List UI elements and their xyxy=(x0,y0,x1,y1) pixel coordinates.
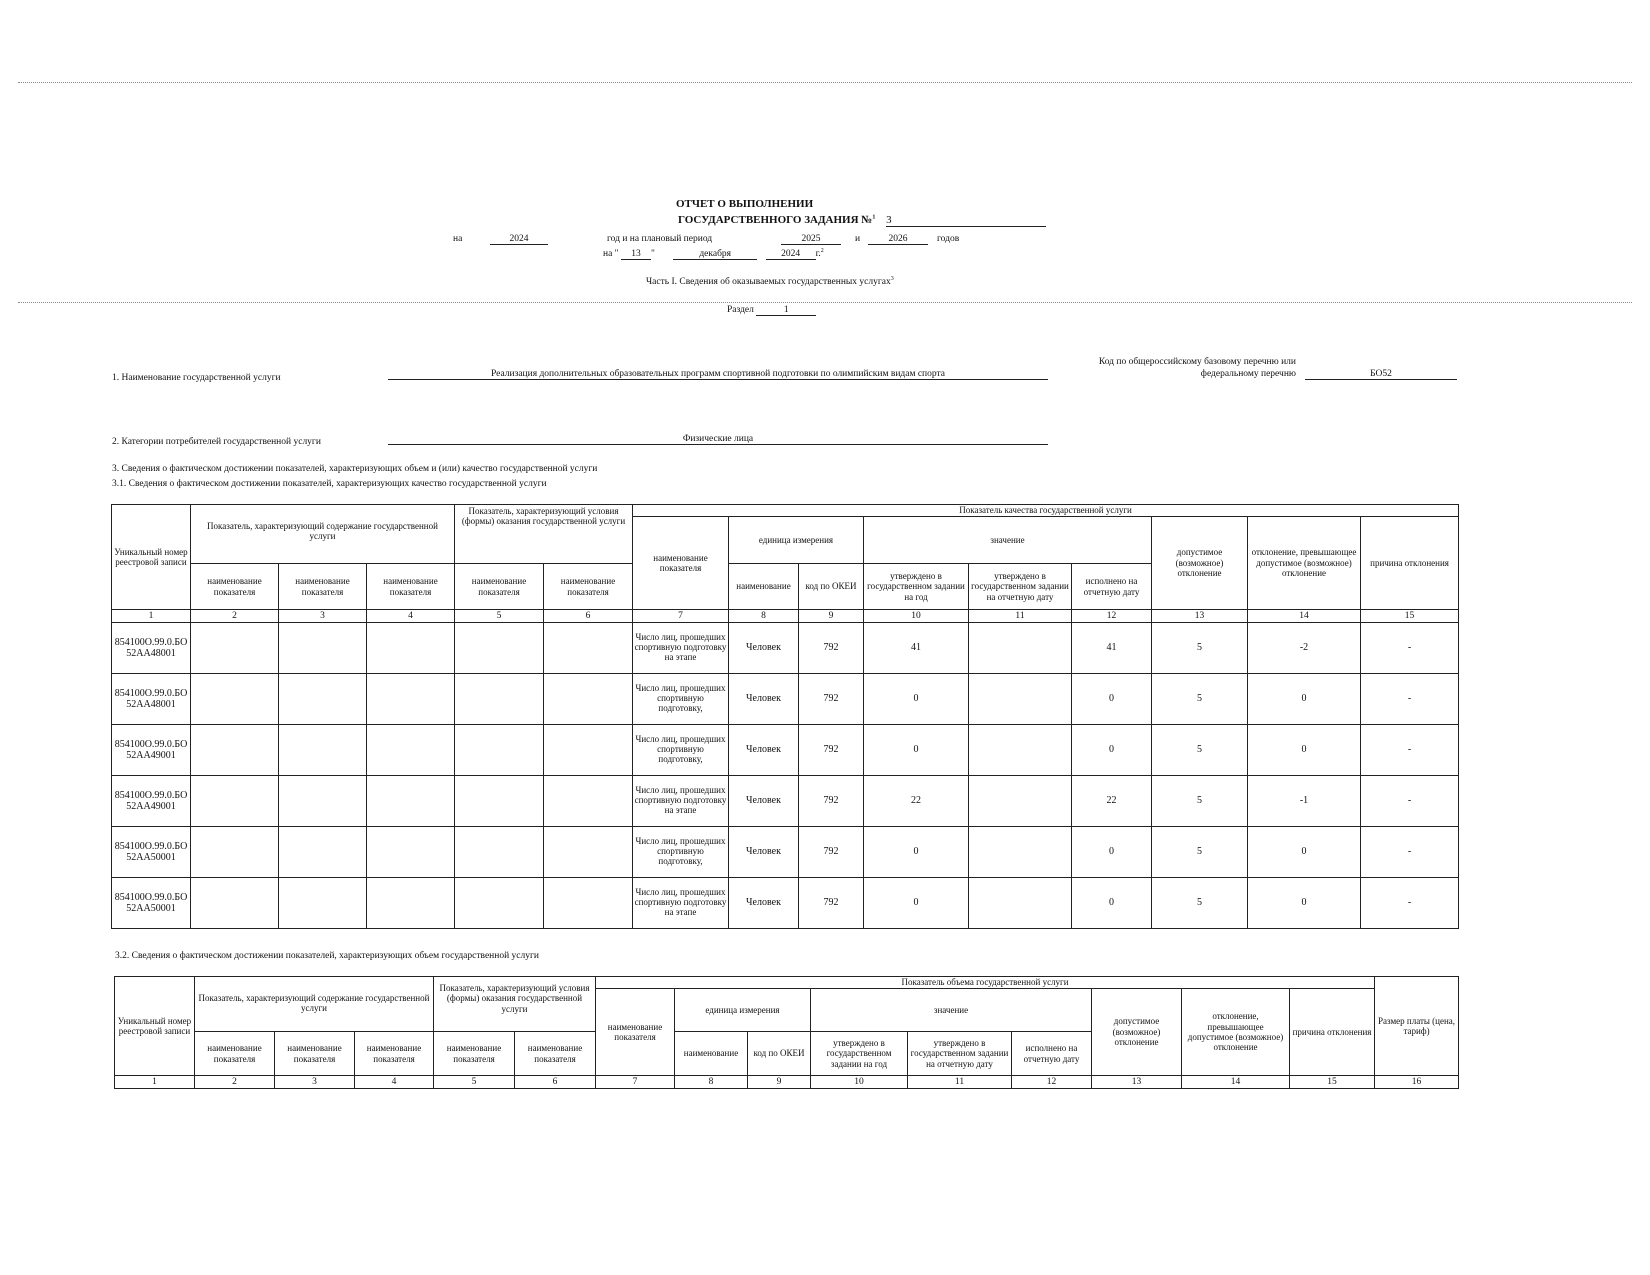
volume-table xyxy=(114,976,1459,1089)
col-number: 11 xyxy=(969,610,1072,623)
col-number: 9 xyxy=(799,610,864,623)
condition-cell xyxy=(544,674,633,725)
indicator-name: Число лиц, прошедших спортивную подготовку на этапе xyxy=(633,776,729,827)
vol-col-conditions: Показатель, характеризующий условия (формы) оказания государственной услуги xyxy=(434,977,596,1032)
col-number: 8 xyxy=(675,1076,748,1089)
executed-value: 0 xyxy=(1072,827,1152,878)
approved-date-value xyxy=(969,674,1072,725)
assignment-number: 3 xyxy=(886,214,1046,227)
col-number: 15 xyxy=(1290,1076,1375,1089)
col-number: 1 xyxy=(115,1076,195,1089)
service-name-value: Реализация дополнительных образовательных программ спортивной подготовки по олимпийским видам спорта xyxy=(388,369,1048,380)
registry-number: 854100О.99.0.БО52АА49001 xyxy=(112,776,191,827)
allowed-deviation: 5 xyxy=(1152,674,1248,725)
content-cell xyxy=(367,827,455,878)
date-year: 2024 xyxy=(766,249,816,260)
okei-code: 792 xyxy=(799,776,864,827)
and-label: и xyxy=(855,234,861,244)
condition-cell xyxy=(455,725,544,776)
col-conditions: Показатель, характеризующий условия (формы) оказания государственной услуги xyxy=(455,505,633,564)
quality-table xyxy=(111,504,1459,929)
vol-sub-executed: исполнено на отчетную дату xyxy=(1012,1032,1092,1076)
col-number: 13 xyxy=(1092,1076,1182,1089)
vol-sub-name-6: наименование показателя xyxy=(515,1032,596,1076)
approved-year-value: 0 xyxy=(864,878,969,929)
vol-col-reason: причина отклонения xyxy=(1290,989,1375,1076)
col-number: 11 xyxy=(908,1076,1012,1089)
unit-name: Человек xyxy=(729,623,799,674)
content-cell xyxy=(367,776,455,827)
col-number: 2 xyxy=(195,1076,275,1089)
excess-deviation: -2 xyxy=(1248,623,1361,674)
col-number: 2 xyxy=(191,610,279,623)
allowed-deviation: 5 xyxy=(1152,776,1248,827)
condition-cell xyxy=(544,776,633,827)
condition-cell xyxy=(455,827,544,878)
content-cell xyxy=(367,725,455,776)
condition-cell xyxy=(544,725,633,776)
quality-row xyxy=(112,776,1459,827)
mid-dotted-rule xyxy=(18,302,1632,303)
date-line: на " 13 " декабря 2024 г.$^2$ xyxy=(603,248,824,260)
vol-col-indicator-name: наименование показателя xyxy=(596,989,675,1076)
content-cell xyxy=(367,674,455,725)
vol-sub-approved-year: утверждено в государственном задании на год xyxy=(811,1032,908,1076)
vol-sub-name-4: наименование показателя xyxy=(355,1032,434,1076)
indicator-name: Число лиц, прошедших спортивную подготовку, xyxy=(633,674,729,725)
allowed-deviation: 5 xyxy=(1152,878,1248,929)
col-number: 7 xyxy=(596,1076,675,1089)
vol-col-value: значение xyxy=(811,989,1092,1032)
okei-code: 792 xyxy=(799,827,864,878)
section3-title: 3. Сведения о фактическом достижении показателей, характеризующих объем и (или) качество государственной услуги xyxy=(112,464,598,474)
unit-name: Человек xyxy=(729,878,799,929)
sub-name-6: наименование показателя xyxy=(544,564,633,610)
group-volume: Показатель объема государственной услуги xyxy=(596,977,1375,989)
condition-cell xyxy=(455,623,544,674)
content-cell xyxy=(367,878,455,929)
col-value: значение xyxy=(864,517,1152,564)
excess-deviation: -1 xyxy=(1248,776,1361,827)
col-number: 5 xyxy=(434,1076,515,1089)
allowed-deviation: 5 xyxy=(1152,623,1248,674)
col-fee: Размер платы (цена, тариф) xyxy=(1375,977,1459,1076)
section-number: 1 xyxy=(756,305,816,316)
approved-year-value: 22 xyxy=(864,776,969,827)
registry-number: 854100О.99.0.БО52АА50001 xyxy=(112,878,191,929)
approved-year-value: 0 xyxy=(864,827,969,878)
date-month: декабря xyxy=(673,249,757,260)
section-label: Раздел 1 xyxy=(727,305,816,316)
content-cell xyxy=(191,725,279,776)
okei-code: 792 xyxy=(799,674,864,725)
content-cell xyxy=(279,674,367,725)
approved-date-value xyxy=(969,776,1072,827)
quality-row xyxy=(112,725,1459,776)
quality-col-numbers xyxy=(112,610,1459,623)
col-indicator-name: наименование показателя xyxy=(633,517,729,610)
col-number: 4 xyxy=(367,610,455,623)
vol-sub-name-3: наименование показателя xyxy=(275,1032,355,1076)
excess-deviation: 0 xyxy=(1248,674,1361,725)
approved-date-value xyxy=(969,623,1072,674)
executed-value: 0 xyxy=(1072,878,1152,929)
registry-number: 854100О.99.0.БО52АА50001 xyxy=(112,827,191,878)
vol-col-content: Показатель, характеризующий содержание государственной услуги xyxy=(195,977,434,1032)
col-unit: единица измерения xyxy=(729,517,864,564)
content-cell xyxy=(191,776,279,827)
vol-col-allowed-dev: допустимое (возможное) отклонение xyxy=(1092,989,1182,1076)
vol-sub-okei: код по ОКЕИ xyxy=(748,1032,811,1076)
col-number: 10 xyxy=(811,1076,908,1089)
col-excess-dev: отклонение, превышающее допустимое (возможное) отклонение xyxy=(1248,517,1361,610)
year-na-label: на xyxy=(453,234,463,244)
content-cell xyxy=(279,623,367,674)
indicator-name: Число лиц, прошедших спортивную подготовку на этапе xyxy=(633,878,729,929)
service-name-label: 1. Наименование государственной услуги xyxy=(112,373,281,383)
col-reason: причина отклонения xyxy=(1361,517,1459,610)
volume-col-numbers xyxy=(115,1076,1459,1089)
sub-okei: код по ОКЕИ xyxy=(799,564,864,610)
vol-sub-unit-name: наименование xyxy=(675,1032,748,1076)
indicator-name: Число лиц, прошедших спортивную подготовку, xyxy=(633,725,729,776)
approved-year-value: 0 xyxy=(864,674,969,725)
content-cell xyxy=(367,623,455,674)
col-number: 6 xyxy=(544,610,633,623)
plan-period-label: год и на плановый период xyxy=(607,234,713,244)
quality-row xyxy=(112,827,1459,878)
vol-sub-name-2: наименование показателя xyxy=(195,1032,275,1076)
col-number: 9 xyxy=(748,1076,811,1089)
col-number: 7 xyxy=(633,610,729,623)
excess-deviation: 0 xyxy=(1248,827,1361,878)
content-cell xyxy=(191,878,279,929)
col-number: 15 xyxy=(1361,610,1459,623)
deviation-reason: - xyxy=(1361,827,1459,878)
sub-name-3: наименование показателя xyxy=(279,564,367,610)
deviation-reason: - xyxy=(1361,674,1459,725)
code-value: БО52 xyxy=(1305,369,1457,380)
unit-name: Человек xyxy=(729,725,799,776)
okei-code: 792 xyxy=(799,725,864,776)
report-title-line1: ОТЧЕТ О ВЫПОЛНЕНИИ xyxy=(676,198,814,210)
content-cell xyxy=(279,776,367,827)
condition-cell xyxy=(455,674,544,725)
report-year: 2024 xyxy=(490,234,548,245)
col-number: 10 xyxy=(864,610,969,623)
top-dotted-rule xyxy=(18,82,1632,83)
allowed-deviation: 5 xyxy=(1152,725,1248,776)
approved-date-value xyxy=(969,878,1072,929)
group-quality: Показатель качества государственной услуги xyxy=(633,505,1459,517)
indicator-name: Число лиц, прошедших спортивную подготовку на этапе xyxy=(633,623,729,674)
col-number: 3 xyxy=(279,610,367,623)
col-number: 16 xyxy=(1375,1076,1459,1089)
vol-col-registry: Уникальный номер реестровой записи xyxy=(115,977,195,1076)
registry-number: 854100О.99.0.БО52АА48001 xyxy=(112,674,191,725)
section31-title: 3.1. Сведения о фактическом достижении показателей, характеризующих качество государственной услуги xyxy=(112,479,547,489)
col-number: 14 xyxy=(1248,610,1361,623)
allowed-deviation: 5 xyxy=(1152,827,1248,878)
sub-name-5: наименование показателя xyxy=(455,564,544,610)
quality-row xyxy=(112,623,1459,674)
col-number: 8 xyxy=(729,610,799,623)
vol-sub-approved-date: утверждено в государственном задании на отчетную дату xyxy=(908,1032,1012,1076)
approved-year-value: 0 xyxy=(864,725,969,776)
registry-number: 854100О.99.0.БО52АА49001 xyxy=(112,725,191,776)
condition-cell xyxy=(544,623,633,674)
quality-row xyxy=(112,878,1459,929)
approved-year-value: 41 xyxy=(864,623,969,674)
vol-sub-name-5: наименование показателя xyxy=(434,1032,515,1076)
sub-unit-name: наименование xyxy=(729,564,799,610)
col-registry: Уникальный номер реестровой записи xyxy=(112,505,191,610)
col-number: 14 xyxy=(1182,1076,1290,1089)
col-number: 4 xyxy=(355,1076,434,1089)
section32-title: 3.2. Сведения о фактическом достижении показателей, характеризующих объем государственной услуги xyxy=(115,951,539,961)
part-label: Часть I. Сведения об оказываемых государственных услугах$^3$ xyxy=(646,276,894,288)
excess-deviation: 0 xyxy=(1248,725,1361,776)
executed-value: 0 xyxy=(1072,674,1152,725)
deviation-reason: - xyxy=(1361,623,1459,674)
date-day: 13 xyxy=(621,249,651,260)
approved-date-value xyxy=(969,827,1072,878)
sub-approved-date: утверждено в государственном задании на отчетную дату xyxy=(969,564,1072,610)
col-number: 12 xyxy=(1012,1076,1092,1089)
condition-cell xyxy=(544,878,633,929)
content-cell xyxy=(279,878,367,929)
indicator-name: Число лиц, прошедших спортивную подготовку, xyxy=(633,827,729,878)
content-cell xyxy=(191,623,279,674)
col-number: 12 xyxy=(1072,610,1152,623)
report-title-line2: ГОСУДАРСТВЕННОГО ЗАДАНИЯ №$^1$ 3 xyxy=(678,214,1046,227)
okei-code: 792 xyxy=(799,623,864,674)
unit-name: Человек xyxy=(729,674,799,725)
condition-cell xyxy=(455,878,544,929)
unit-name: Человек xyxy=(729,776,799,827)
approved-date-value xyxy=(969,725,1072,776)
plan-year-2: 2026 xyxy=(868,234,928,245)
sub-executed: исполнено на отчетную дату xyxy=(1072,564,1152,610)
sub-approved-year: утверждено в государственном задании на год xyxy=(864,564,969,610)
condition-cell xyxy=(544,827,633,878)
col-number: 6 xyxy=(515,1076,596,1089)
content-cell xyxy=(279,725,367,776)
content-cell xyxy=(191,827,279,878)
sub-name-2: наименование показателя xyxy=(191,564,279,610)
col-number: 1 xyxy=(112,610,191,623)
plan-year-1: 2025 xyxy=(781,234,841,245)
deviation-reason: - xyxy=(1361,878,1459,929)
deviation-reason: - xyxy=(1361,725,1459,776)
code-label: Код по общероссийскому базовому перечню или федеральному перечню xyxy=(1098,357,1296,380)
executed-value: 0 xyxy=(1072,725,1152,776)
col-number: 5 xyxy=(455,610,544,623)
consumers-label: 2. Категории потребителей государственной услуги xyxy=(112,437,321,447)
vol-col-excess-dev: отклонение, превышающее допустимое (возможное) отклонение xyxy=(1182,989,1290,1076)
col-number: 13 xyxy=(1152,610,1248,623)
registry-number: 854100О.99.0.БО52АА48001 xyxy=(112,623,191,674)
quality-row xyxy=(112,674,1459,725)
col-content: Показатель, характеризующий содержание государственной услуги xyxy=(191,505,455,564)
col-number: 3 xyxy=(275,1076,355,1089)
content-cell xyxy=(191,674,279,725)
executed-value: 22 xyxy=(1072,776,1152,827)
executed-value: 41 xyxy=(1072,623,1152,674)
condition-cell xyxy=(455,776,544,827)
unit-name: Человек xyxy=(729,827,799,878)
vol-col-unit: единица измерения xyxy=(675,989,811,1032)
col-allowed-dev: допустимое (возможное) отклонение xyxy=(1152,517,1248,610)
excess-deviation: 0 xyxy=(1248,878,1361,929)
consumers-value: Физические лица xyxy=(388,434,1048,445)
content-cell xyxy=(279,827,367,878)
deviation-reason: - xyxy=(1361,776,1459,827)
sub-name-4: наименование показателя xyxy=(367,564,455,610)
okei-code: 792 xyxy=(799,878,864,929)
years-label: годов xyxy=(937,234,960,244)
